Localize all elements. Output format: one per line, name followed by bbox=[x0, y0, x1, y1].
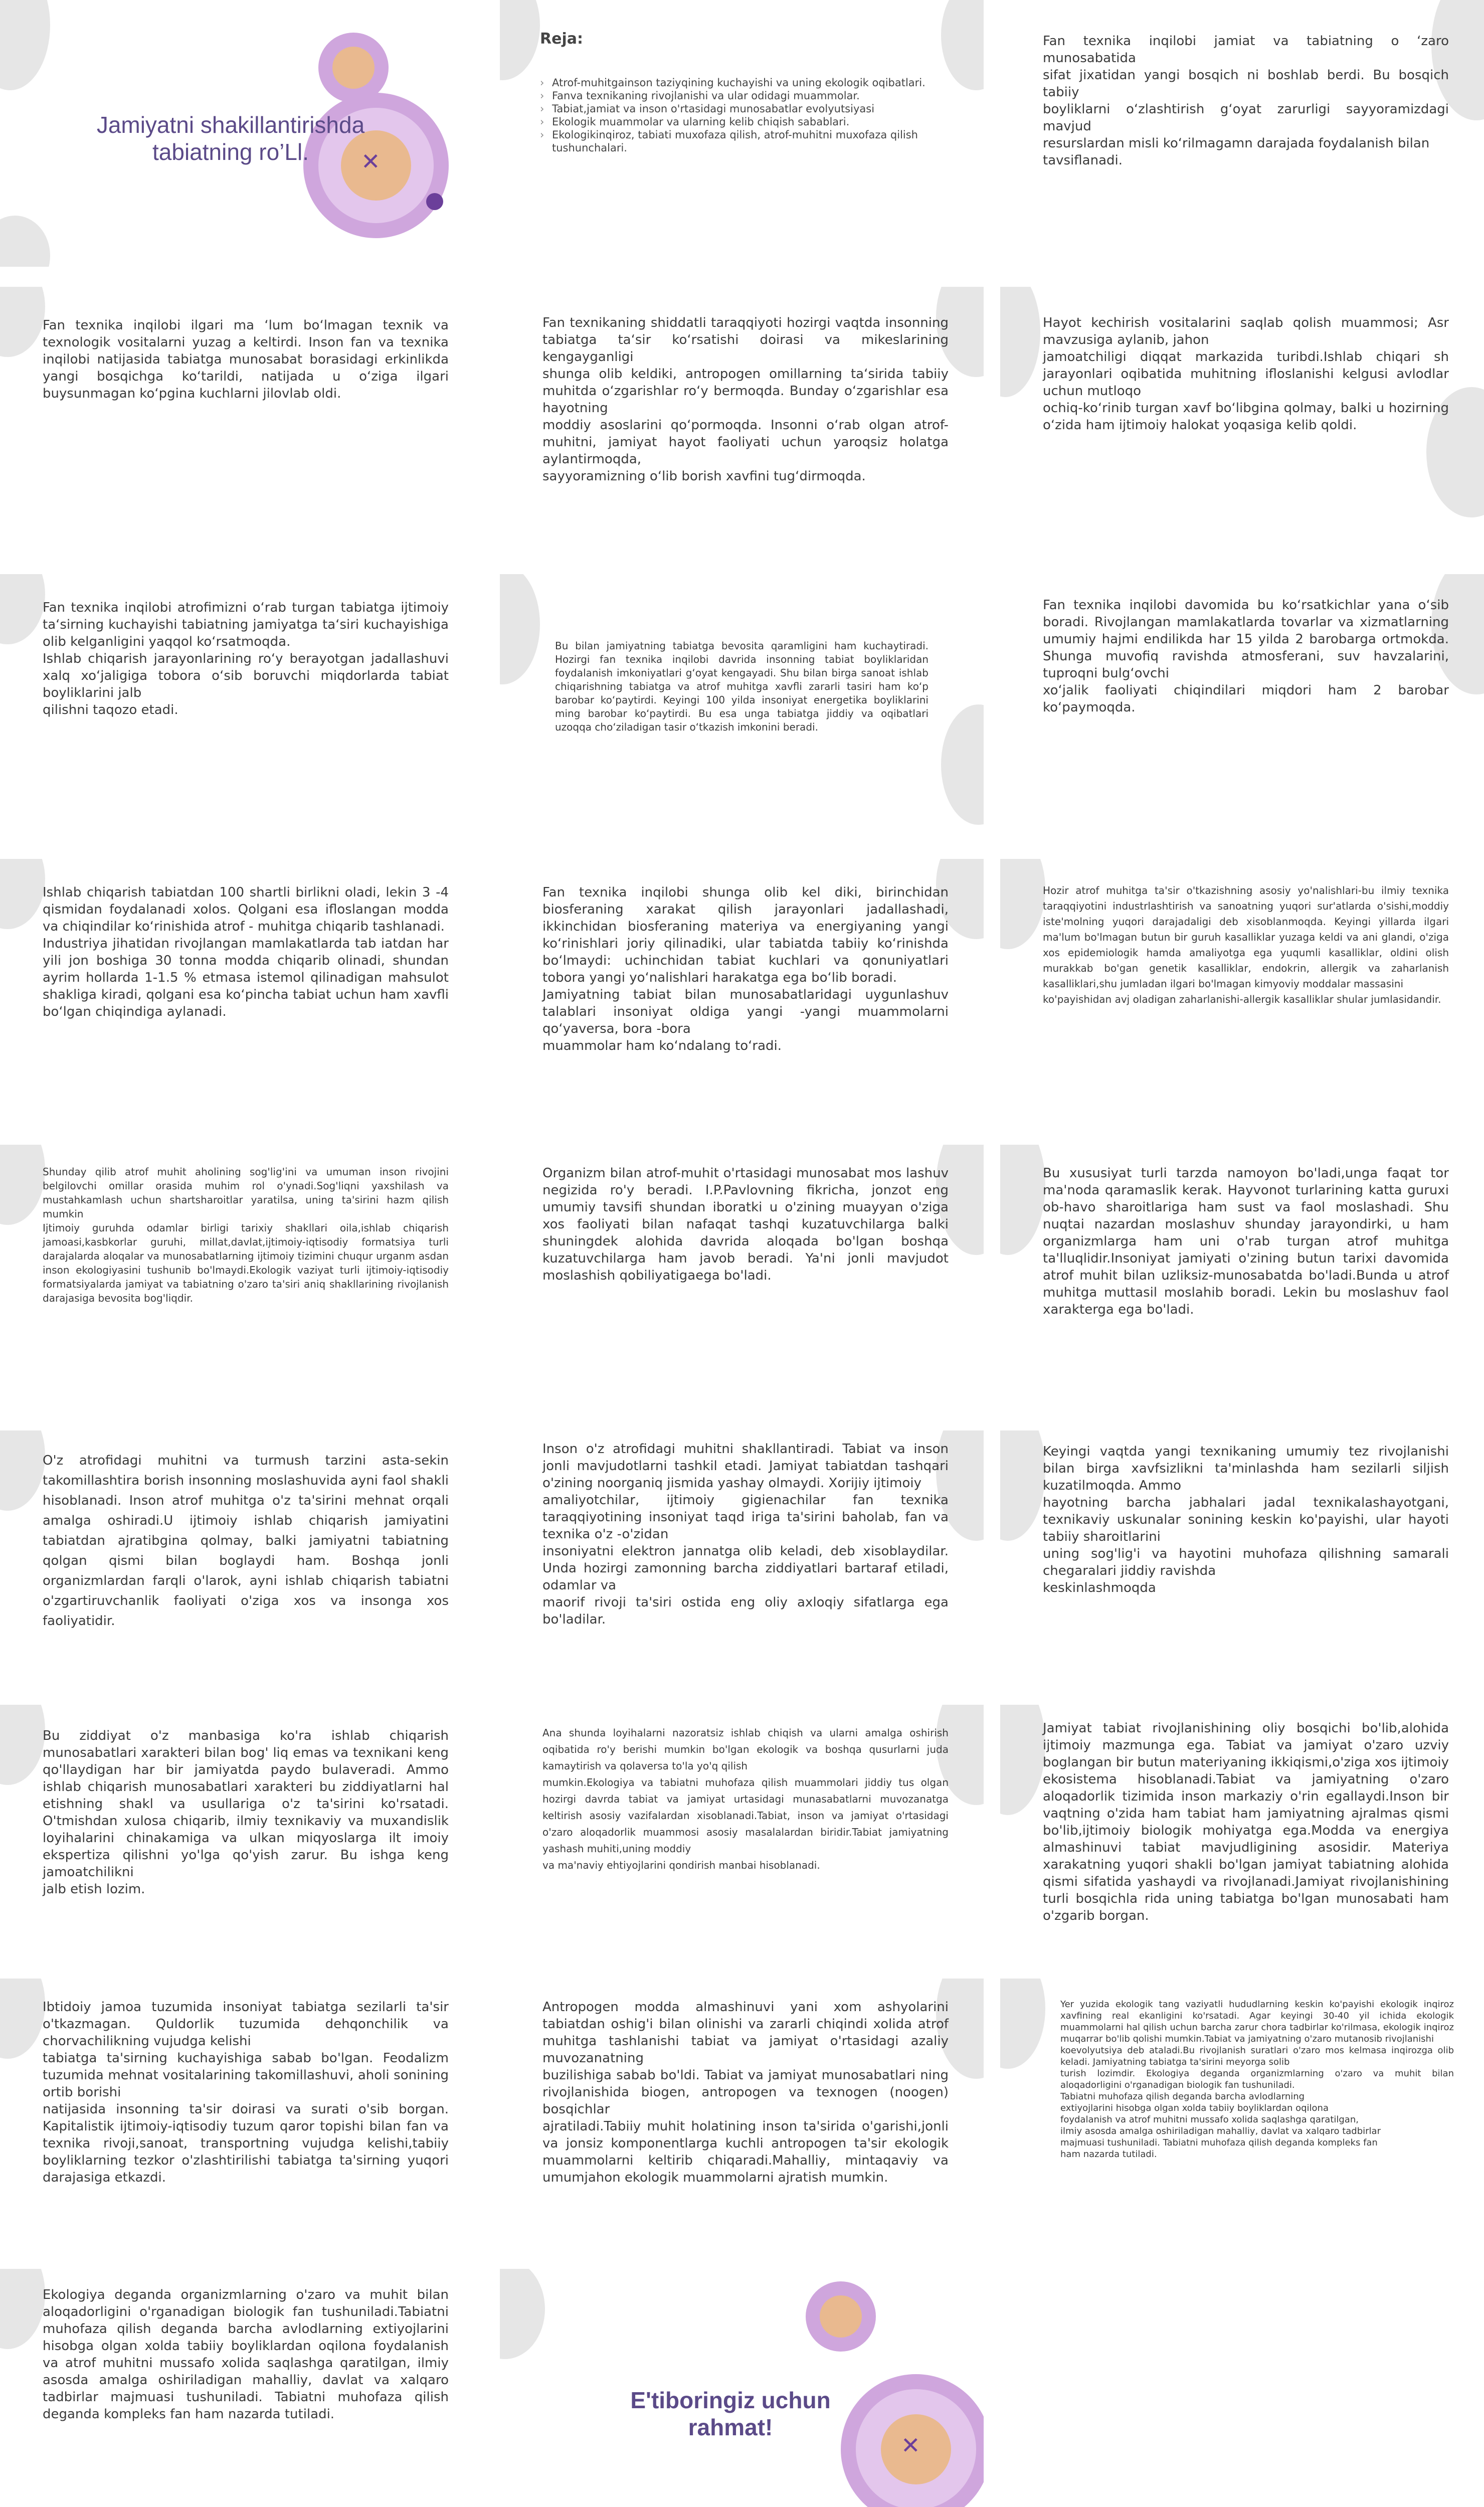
small-cell-illustration bbox=[806, 2281, 876, 2352]
slide-body: Hayot kechirish vositalarini saqlab qolish muammosi; Asr mavzusiga aylanib, jahon jamoatchiligi diqqat markazida turibdi.Ishlab chiqari sh jarayonlari oqibatida muhitning ifloslanishi kelgusi avlodlar uchun mutloqo ochiq-ko‘rinib turgan xavf bo‘libgina qolmay, balki u hozirning o‘zida ham ijtimoiy halokat yoqasiga kelib qoldi. bbox=[1043, 315, 1449, 433]
closing-title: E'tiboringiz uchun rahmat! bbox=[630, 2387, 831, 2440]
slide-text bbox=[0, 287, 484, 554]
plan-list bbox=[540, 76, 931, 154]
slide-title bbox=[0, 0, 484, 267]
virus-icon bbox=[426, 193, 443, 210]
slide-body: Organizm bilan atrof-muhit o'rtasidagi munosabat mos lashuv negizida ro'y beradi. I.P.Pavlovning fikricha, jonzot eng umumiy tavsifi shundan iboratki u o'zining muayyan o'ziga xos faoliyati bilan nafaqat tashqi kuzatuvchilarga balki shuningdek alohida davrida aloqada bo'lgan boshqa kuzatuvchilarga ham javob beradi. Ya'ni jonli mavjudot moslashish qobiliyatigaega bo'ladi. bbox=[542, 1166, 949, 1283]
plan-item: › Tabiat,jamiat va inson o'rtasidagi munosabatlar evolyutsiyasi bbox=[540, 102, 931, 115]
slide-text bbox=[0, 2269, 484, 2507]
slide-text bbox=[1000, 1979, 1484, 2245]
slide-body: Inson o'z atrofidagi muhitni shakllantiradi. Tabiat va inson jonli mavjudotlarni tashkil etadi. Jamiyat tabiatdan tashqari o'zining noorganiq jismida yashay olmaydi. Xorijiy ijtimoiy amaliyotchilar, ijtimoiy gigienachilar fan texnika taraqqiyotining insoniyat taqd iriga ta'sirini baholab, fan va texnika o'z -o'zidan insoniyatni elektron jannatga olib keladi, deb xisoblaydilar. Unda hozirgi zamonning barcha ziddiyatlari bartaraf etiladi, odamlar va maorif rivoji ta'siri ostida eng oliy axloqiy sifatlarga ega bo'ladilar. bbox=[542, 1442, 949, 1627]
slide-text bbox=[0, 1430, 484, 1697]
presentation-title: Jamiyatni shakillantirishda tabiatning ro’Ll. bbox=[96, 112, 365, 165]
slide-body: Fan texnika inqilobi jamiat va tabiatning o ‘zaro munosabatida sifat jixatidan yangi bosqich ni boshlab berdi. Bu bosqich tabiiy boyliklarni o‘zlashtirish g‘oyat zarurligi sayyoramizdagi mavjud resurslardan misli ko‘rilmagamn darajada foydalanish bilan tavsiflanadi. bbox=[1043, 34, 1449, 168]
slide-text bbox=[1000, 287, 1484, 554]
slide-text bbox=[500, 1145, 984, 1411]
plan-item: › Ekologik muammolar va ularning kelib chiqish sabablari. bbox=[540, 115, 931, 128]
slide-body: Ekologiya deganda organizmlarning o'zaro va muhit bilan aloqadorligini o'rganadigan biologik fan tushuniladi.Tabiatni muhofaza qilish deganda barcha avlodlarning extiyojlarini hisobga olgan xolda tabiiy boyliklardan oqilona foydalanish va atrof muhitni mussafo xolida saqlashga qaratilgan, ilmiy asosda amalga oshiriladigan mahalliy, davlat va xalqaro tadbirlar majmuasi tushuniladi. Tabiatni muhofaza qilish deganda kompleks fan ham nazarda tutiladi. bbox=[43, 2287, 449, 2422]
slide-body: Bu ziddiyat o'z manbasiga ko'ra ishlab chiqarish munosabatlari xarakteri bilan bog' liq emas va texnikani keng qo'llaydigan har bir jamiyatda paydo bulaveradi. Ammo ishlab chiqarish munosabatlari xarakteri bu ziddiyatlarni hal etishning shakl va usullariga o'z ta'sirini ko'rsatadi. O'tmishdan xulosa chiqarib, ilmiy texnikaviy va muxandislik loyihalarini chinakamiga va ulkan miqyoslarga ilt imoiy ekspertiza qilishni yo'lga qo'yish zarur. Bu ishga keng jamoatchilikni jalb etish lozim. bbox=[43, 1728, 449, 1897]
slide-body: Shunday qilib atrof muhit aholining sog'lig'ini va umuman inson rivojini belgilovchi omillar orasida muhim rol o'ynadi.Sog'liqni yaxshilash va mustahkamlash uchun shartsharoitlar yaratilsa, uning ta'sirini hazm qilish mumkin Ijtimoiy guruhda odamlar birligi tarixiy shakllari oila,ishlab chiqarish jamoasi,kasbkorlar guruhi, millat,davlat,ijtimoiy-iqtisodiy formatsiya turli darajalarda aloqalar va munosabatlarning ijtimoiy tizimini chuqur urganm asdan inson ekologiyasini tushunib bo'lmaydi.Ekologik vaziyat turli ijtimoiy-iqtisodiy formatsiyalarda jamiyat va tabiatning o'zaro ta'siri aniq shakllarining rivojlanish darajasiga bevosita bog'liqdir. bbox=[43, 1166, 449, 1304]
slide-body: Yer yuzida ekologik tang vaziyatli hududlarning keskin ko'payishi ekologik inqiroz xavfining real ekanligini ko'rsatadi. Agar keyingi 30-40 yil ichida ekologik muammolarni hal qilish uchun barcha zarur chora tadbirlar ko'rilmasa, ekologik inqiroz muqarrar bo'lib qolishi mumkin.Tabiat va jamiyatning o'zaro mutanosib rivojlanishi koevolyutsiya deb ataladi.Bu rivojlanish suratlari o'zaro mos kelmasa inqirozga olib keladi. Jamiyatning tabiatga ta'sirini meyorga solib turish lozimdir. Ekologiya deganda organizmlarning o'zaro va muhit bilan aloqadorligini o'rganadigan biologik fan tushuniladi. Tabiatni muhofaza qilish deganda barcha avlodlarning extiyojlarini hisobga olgan xolda tabiiy boyliklardan oqilona foydalanish va atrof muhitni mussafo xolida saqlashga qaratilgan, ilmiy asosda amalga oshiriladigan mahalliy, davlat va xalqaro tadbirlar majmuasi tushuniladi. Tabiatni muhofaza qilish deganda kompleks fan ham nazarda tutiladi. bbox=[1060, 1999, 1454, 2160]
slide-body: Fan texnika inqilobi shunga olib kel diki, birinchidan biosferaning xarakat qilish jarayonlari jadallashadi, ikkinchidan biosferaning materiya va energiyaning yangi ko‘rinishlari joriy qilinadiki, ular tabiatda tabiiy ko‘rinishda bo‘lmaydi: uchinchidan tabiat kuchlari va qonuniyatlari tobora yangi yo‘nalishlari harakatga ega bo‘lib boradi. Jamiyatning tabiat bilan munosabatlaridagi uygunlashuv talablari insoniyat oldiga yangi -yangi muammolarni qo‘yaversa, bora -bora muammolar ham ko‘ndalang to‘radi. bbox=[542, 885, 949, 1053]
slide-body: Keyingi vaqtda yangi texnikaning umumiy tez rivojlanishi bilan birga xavfsizlikni ta'minlashda ham sezilarli siljish kuzatilmoqda. Ammo hayotning barcha jabhalari jadal texnikalashayotgani, texnikaviy uskunalar sonining keskin ko'payishi, ular hayoti tabiiy sharoitlarini uning sog'lig'i va hayotini muhofaza qilishning samarali chegaralari jiddiy ravishda keskinlashmoqda bbox=[1043, 1444, 1449, 1595]
slide-plan bbox=[500, 0, 984, 267]
slide-text bbox=[1000, 859, 1484, 1126]
slide-body: Hozir atrof muhitga ta'sir o'tkazishning asosiy yo'nalishlari-bu ilmiy texnika taraqqiyotini industrlashtirish va sanoatning yuqori sur'atlarda o'sishi,moddiy iste'molning yuqori darajadaligi deb xisoblanmoqda. Keyingi yillarda ilgari ma'lum bo'lmagan butun bir guruh kasalliklar yuzaga keldi va ani glandi, o'ziga xos epidemiologik hamda amaliyotga ega yuqumli kasalliklar, oldini olish murakkab bo'gan genetik kasalliklar, endokrin, allergik va zaharlanish kasalliklari,shu jumladan ilgari bo'lmagan kimyoviy moddalar massasini ko'payishidan avj oladigan zaharlanishi-allergik kasalliklar shular jumlasidandir. bbox=[1043, 884, 1449, 1005]
slide-body: Antropogen modda almashinuvi yani xom ashyolarini tabiatdan oshig'i bilan olinishi va zararli chiqindi xolida atrof muhitga tashlanishi tabiat va jamiyat o'rtasidagi azaliy muvozanatning buzilishiga sabab bo'ldi. Tabiat va jamiyat munosabatlari ning rivojlanishida biogen, antropogen va texnogen (noogen) bosqichlar ajratiladi.Tabiiy muhit holatining inson ta'sirida o'garishi,jonli va jonsiz komponentlarga kuchli antropogen ta'sir ekologik muammolarni keltirib chiqaradi.Mahalliy, mintaqaviy va umumjahon ekologik muammolarni ajratish mumkin. bbox=[542, 2000, 949, 2185]
slide-text bbox=[500, 287, 984, 554]
slide-text bbox=[0, 1145, 484, 1411]
slide-body: O'z atrofidagi muhitni va turmush tarzini asta-sekin takomillashtira borish insonning moslashuvida ayni faol shakli hisoblanadi. Inson atrof muhitga o'z ta'sirini mehnat orqali amalga oshiradi.U ijtimoiy ishlab chiqarish jamiyatini tabiatdan ajratibgina qolmay, balki jamiyatni tabiatning qolgan qismi bilan boglaydi ham. Boshqa jonli organizmlardan farqli o'larok, ayni ishlab chiqarish tabiatni o'zgartiruvchanlik faoliyati o'ziga xos va insonga xos faoliyatidir. bbox=[43, 1453, 449, 1629]
slide-closing bbox=[500, 2269, 984, 2507]
slide-text bbox=[500, 574, 984, 841]
plan-item: › Atrof-muhitgainson taziyqining kuchayishi va uning ekologik oqibatlari. bbox=[540, 76, 931, 89]
slide-text bbox=[500, 1979, 984, 2245]
slide-body: Fan texnika inqilobi atrofimizni o‘rab turgan tabiatga ijtimoiy ta‘sirning kuchayishi tabiatning jamiyatga ta‘siri kuchayishiga olib kelganligini yaqqol ko‘rsatmoqda. Ishlab chiqarish jarayonlarining ro‘y berayotgan jadallashuvi xalq xo‘jaligiga tobora o‘sib boruvchi miqdorlarda tabiat boyliklarini jalb qilishni taqozo etadi. bbox=[43, 600, 449, 718]
slide-text bbox=[1000, 574, 1484, 841]
slide-body: Bu xususiyat turli tarzda namoyon bo'ladi,unga faqat tor ma'noda qaramaslik kerak. Hayvonot turlarining katta guruxi ob-havo sharoitlariga ham sust va faol moslashadi. Shu nuqtai nazardan moslashuv shunday jarayondirki, u ham organizmlarga ham uni o'rab turgan atrof muhitga ta'lluqlidir.Insoniyat jamiyati o'zining butun tarixi davomida atrof muhit bilan uzliksiz-munosabatda bo'ladi.Bunda u atrof muhitga muttasil moslahib boradi. Lekin bu moslashuv faol xarakterga ega bo'ladi. bbox=[1043, 1166, 1449, 1317]
slide-text bbox=[0, 859, 484, 1126]
slide-text bbox=[0, 1979, 484, 2245]
slide-body: Ishlab chiqarish tabiatdan 100 shartli birlikni oladi, lekin 3 -4 qismidan foydalanadi xolos. Qolgani esa ifloslangan modda va chiqindilar ko‘rinishida atrof - muhitga chiqarib tashlanadi. Industriya jihatidan rivojlangan mamlakatlarda tab iatdan har yili jon boshiga 30 tonna modda chiqarib olinadi, shundan ayrim hollarda 1-1.5 % etmasa istemol qilinadigan mahsulot shakliga kiradi, qolgani esa ko‘pincha tabiat uchun ham xavfli bo‘lgan chiqindiga aylanadi. bbox=[43, 885, 449, 1019]
slide-text bbox=[1000, 0, 1484, 267]
slide-body: Fan texnika inqilobi davomida bu ko‘rsatkichlar yana o‘sib boradi. Rivojlangan mamlakatlarda tovarlar va xizmatlarning umumiy hajmi endilikda har 15 yilda 2 barobarga ortmokda. Shunga muvofiq ravishda atmosferani, suv havzalarini, tuproqni bulg‘ovchi xo‘jalik faoliyati chiqindilari miqdori ham 2 barobar ko‘paymoqda. bbox=[1043, 598, 1449, 715]
slide-body: Ana shunda loyihalarni nazoratsiz ishlab chiqish va ularni amalga oshirish oqibatida ro'y berishi mumkin bo'lgan ekologik va boshqa qusurlarni juda kamaytirish va qolaversa to'la yo'q qilish mumkin.Ekologiya va tabiatni muhofaza qilish muammolari jiddiy tus olgan hozirgi davrda tabiat va jamiyat urtasidagi munasabatlarni muvozanatga keltirish asosiy vazifalardan xisoblanadi.Tabiat, inson va jamiyat o'rtasidagi o'zaro aloqadorlik muammosi asosiy masalalardan biridir.Tabiat jamiyatning yashash muhiti,uning moddiy va ma'naviy ehtiyojlarini qondirish manbai hisoblanadi. bbox=[542, 1727, 949, 1871]
slide-body: Fan texnika inqilobi ilgari ma ‘lum bo‘lmagan texnik va texnologik vositalarni yuzag a keltirdi. Inson fan va texnika inqilobi natijasida tabiatga munosabat borasidagi erkinlikda yangi bosqichga ko‘tarildi, natijada u o‘ziga ilgari buysunmagan ko‘pgina kuchlarni jilovlab oldi. bbox=[43, 318, 449, 401]
slide-body: Fan texnikaning shiddatli taraqqiyoti hozirgi vaqtda insonning tabiatga ta‘sir ko‘rsatishi doirasi va mikeslarining kengayganligi shunga olib keldiki, antropogen omillarning ta‘sirida tabiiy muhitda o‘zgarishlar ro‘y bermoqda. Bunday o‘zgarishlar esa hayotning moddiy asoslarini qo‘pormoqda. Insonni o‘rab olgan atrof-muhitni, jamiyat hayot faoliyati uchun yaroqsiz holatga aylantirmoqda, sayyoramizning o‘lib borish xavfini tug‘dirmoqda. bbox=[542, 315, 949, 484]
slide-body: Bu bilan jamiyatning tabiatga bevosita qaramligini ham kuchaytiradi. Hozirgi fan texnika inqilobi davrida insonning tabiat boyliklaridan foydalanish imkoniyatlari g‘oyat kengayadi. Shu bilan birga sanoat ishlab chiqarishning tabiatga va atrof muhitga xavfli zararli tasiri ham ko‘p barobar ko‘paytirdi. Keyingi 100 yilda insoniyat energetika boyliklarini ming barobar ko‘paytirdi. Bu esa unga tabiatga jiddiy va oqibatlari uzoqqa cho‘ziladigan tasir o‘tkazish imkonini beradi. bbox=[555, 640, 929, 733]
slide-text bbox=[1000, 1430, 1484, 1697]
slide-text bbox=[500, 1705, 984, 1972]
chromosome-icon: ✕ bbox=[901, 2432, 920, 2459]
plan-heading: Reja: bbox=[540, 30, 583, 48]
slide-text bbox=[0, 574, 484, 841]
slide-text bbox=[500, 1430, 984, 1697]
slide-body: Jamiyat tabiat rivojlanishining oliy bosqichi bo'lib,alohida ijtimoiy mazmunga ega. Tabiat va jamiyat o'zaro uzviy boglangan bir butun materiyaning ikkiqismi,o'ziga xos ijtimoiy ekosistema hisoblanadi.Tabiat va jamiyatning o'zaro aloqadorlik tizimida inson markaziy o'rin egallaydi.Inson bir vaqtning o'zida ham tabiat ham jamiyatning ajralmas qismi bo'lib,ijtimoiy biologik mohiyatga ega.Modda va energiya almashinuvi tabiat mavjudligining asosidir. Materiya xarakatning yuqori shakli bo'lgan jamiyat tabiatning alohida qismi sifatida yashaydi va rivojlanadi.Jamiyat rivojlanishining turli bosqichla rida uning tabiatga bo'lgan munosabati ham o'zgarib borgan. bbox=[1043, 1721, 1449, 1923]
slide-text bbox=[1000, 1145, 1484, 1411]
slide-text bbox=[500, 859, 984, 1126]
slide-body: Ibtidoiy jamoa tuzumida insoniyat tabiatga sezilarli ta'sir o'tkazmagan. Quldorlik tuzumida dehqonchilik va chorvachilikning vujudga kelishi tabiatga ta'sirning kuchayishiga sabab bo'lgan. Feodalizm tuzumida mehnat vositalarining takomillashuvi, aholi sonining ortib borishi natijasida insonning ta'sir doirasi va surati o'sib borgan. Kapitalistik ijtimoiy-iqtisodiy tuzum qaror topishi bilan fan va texnika rivoji,sanoat, transportning vujudga kelishi,tabiiy boyliklarning tezkor o'zlashtirilishi tabiatga ta'sirning yuqori darajasiga etkazdi. bbox=[43, 2000, 449, 2185]
slide-text bbox=[1000, 1705, 1484, 1972]
chromosome-icon: ✕ bbox=[361, 148, 381, 175]
plan-item: › Ekologikinqiroz, tabiati muxofaza qilish, atrof-muhitni muxofaza qilish tushunchalari. bbox=[540, 128, 931, 154]
small-cell-illustration bbox=[318, 33, 389, 103]
plan-item: › Fanva texnikaning rivojlanishi va ular odidagi muammolar. bbox=[540, 89, 931, 102]
slide-text bbox=[0, 1705, 484, 1972]
